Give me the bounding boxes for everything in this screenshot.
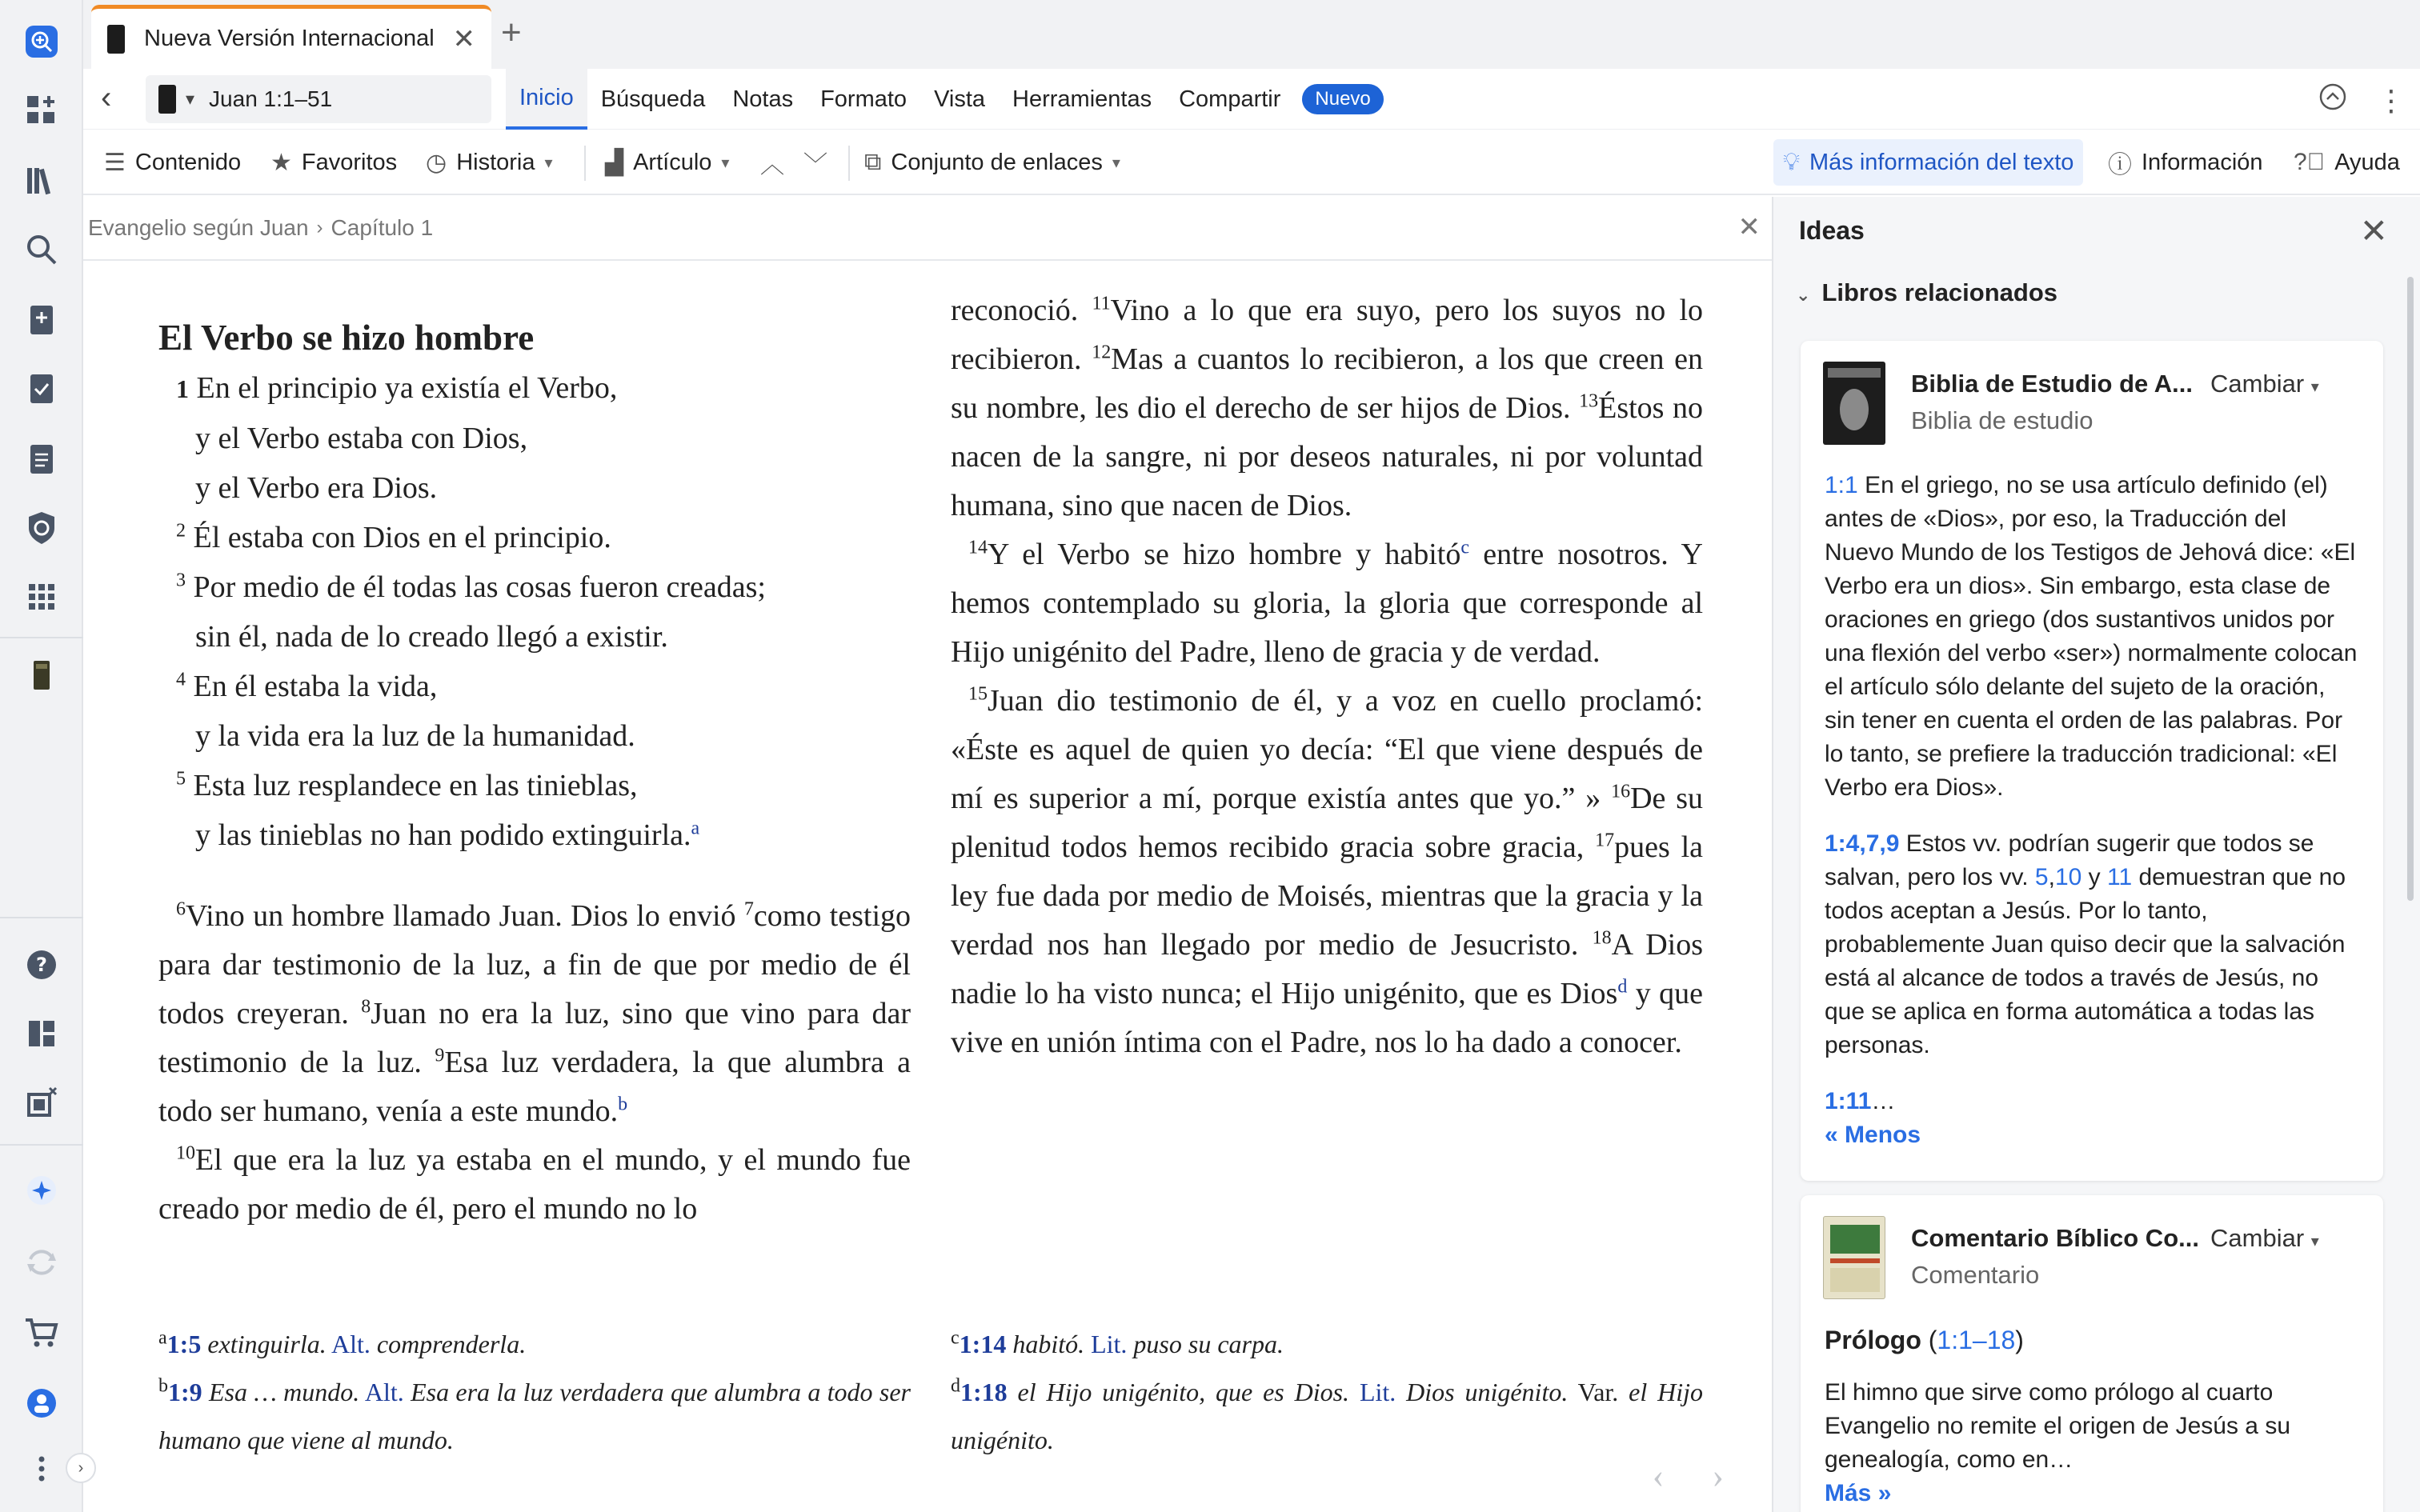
favorites-label: Favoritos	[301, 149, 398, 175]
note-2: 1:4,7,9 Estos vv. podrían sugerir que todos se salvan, pero los vv. 5,10 y 11 demuestran que no todos aceptan a Jesús. Por lo tanto, probablemente Juan quiso decir que la salvación está al alcance de todos a través de Jesús, no que se aplica en forma automática a todas las personas.	[1825, 830, 2346, 1058]
poem-block	[158, 363, 911, 860]
account-icon[interactable]	[18, 1379, 66, 1427]
verse-number: 2	[176, 520, 186, 542]
chevron-down-icon: ⌄	[1796, 285, 1811, 305]
card-title[interactable]: Comentario Bíblico Co...	[1911, 1224, 2199, 1252]
verse-number: 5	[176, 768, 186, 790]
reference-text[interactable]: Juan 1:1–51	[209, 86, 333, 111]
tab-document[interactable]	[91, 5, 491, 69]
more-info-button[interactable]	[1773, 139, 2083, 186]
left-rail	[0, 0, 83, 1512]
verse-13: Éstos no nacen de la sangre, ni por deseos naturales, ni por voluntad humana, sino que nacen de Dios.	[951, 391, 1704, 522]
footnote-alt: Esa era la luz verdadera que alumbra a todo ser humano que viene al mundo.	[158, 1378, 912, 1454]
poem-text: y el Verbo era Dios.	[195, 471, 438, 505]
footnote-alt: Dios unigénito.	[1406, 1378, 1569, 1406]
footnote-ref[interactable]: 1:14	[959, 1330, 1007, 1358]
tab-herramientas[interactable]: Herramientas	[1012, 86, 1152, 112]
previous-article-button[interactable]	[760, 130, 784, 195]
footnote-d	[951, 1368, 1703, 1464]
section-title: Prólogo (1:1–18)	[1825, 1326, 2024, 1354]
more-vertical-icon[interactable]	[18, 1445, 66, 1493]
verse-14a: Y el Verbo se hizo hombre y habitó	[988, 538, 1461, 571]
verse-number: 8	[361, 996, 371, 1018]
bible-cover-icon	[107, 25, 125, 54]
tab-busqueda[interactable]: Búsqueda	[600, 86, 706, 112]
chevron-down-icon: ﹀	[803, 152, 827, 178]
dashboard-icon[interactable]	[18, 86, 66, 134]
add-document-icon[interactable]	[18, 296, 66, 344]
poem-line	[158, 463, 911, 513]
apps-grid-icon[interactable]	[18, 573, 66, 621]
show-less-link[interactable]: « Menos	[1825, 1122, 1921, 1148]
shield-icon[interactable]	[18, 504, 66, 552]
toolbar	[83, 130, 2420, 195]
verse-14-paragraph	[951, 530, 1703, 677]
verse-9: Esa luz verdadera, la que alumbra a todo ser humano, venía a este mundo.	[158, 1046, 911, 1128]
poem-text: En el principio ya existía el Verbo,	[196, 371, 618, 405]
app-logo-icon[interactable]	[18, 18, 66, 66]
poem-line	[158, 711, 911, 761]
poem-line	[158, 414, 911, 463]
note-ref[interactable]: 7	[1865, 830, 1880, 857]
card-notes	[1825, 469, 2359, 1152]
card-subtitle: Comentario	[1911, 1261, 2040, 1289]
footnote-word: Esa … mundo.	[209, 1378, 360, 1406]
ribbon-right	[2318, 82, 2406, 119]
verse-6: Vino un hombre llamado Juan. Dios lo envió	[186, 899, 736, 933]
verse-12: Mas a cuantos lo recibieron, a los que creen en su nombre, les dio el derecho de ser hijos de Dios.	[951, 342, 1703, 425]
related-book-card	[1801, 341, 2383, 1181]
note-1	[1825, 469, 2359, 805]
information-label: Información	[2142, 149, 2263, 175]
conjunction: y	[2088, 864, 2101, 890]
linkset-label: Conjunto de enlaces	[891, 149, 1103, 175]
change-label: Cambiar	[2210, 370, 2305, 398]
footnote-marker[interactable]: c	[1460, 537, 1469, 558]
breadcrumb-chapter[interactable]: Capítulo 1	[331, 215, 434, 240]
poem-line	[158, 810, 911, 860]
verse-8: Juan no era la luz, sino que vino para dar testimonio de la luz.	[158, 997, 911, 1079]
poem-line	[158, 513, 911, 562]
open-book-icon[interactable]	[18, 651, 66, 699]
verse-number: 4	[176, 669, 186, 690]
verse-number: 15	[968, 683, 988, 705]
poem-text: y el Verbo estaba con Dios,	[195, 422, 528, 455]
new-badge[interactable]: Nuevo	[1302, 84, 1383, 114]
poem-line	[158, 562, 911, 612]
chevron-down-icon: ▾	[2310, 378, 2319, 396]
note-3	[1825, 1085, 2359, 1118]
card-notes	[1825, 1323, 2359, 1510]
footnote-ref[interactable]: 1:9	[168, 1378, 202, 1406]
information-button[interactable]	[2108, 130, 2263, 195]
more-options-icon[interactable]: ⋮	[2377, 83, 2406, 117]
footnote-letter: c	[951, 1327, 960, 1349]
cart-icon[interactable]	[18, 1309, 66, 1357]
close-ideas-icon[interactable]: ✕	[2359, 212, 2388, 250]
chevron-down-icon: ▾	[2310, 1233, 2319, 1250]
tab-vista[interactable]: Vista	[934, 86, 986, 112]
note-ref[interactable]: 1:11	[1825, 1088, 1872, 1114]
footnote-letter: b	[158, 1375, 168, 1397]
verse-7: como testigo para dar testimonio de la luz, a fin de que por medio de él todos creyeran.	[158, 899, 912, 1030]
verse-14b: entre nosotros. Y hemos contemplado su gloria, la gloria que corresponde al Hijo unigénito del Padre, lleno de gracia y de verdad.	[951, 538, 1703, 669]
list-icon: ☰	[104, 149, 126, 176]
tab-bar	[83, 0, 2420, 69]
document-icon[interactable]	[18, 435, 66, 483]
poem-text: Esta luz resplandece en las tinieblas,	[193, 769, 638, 802]
history-label: Historia	[456, 149, 535, 175]
footnote-ref[interactable]: 1:18	[960, 1378, 1008, 1406]
verse-number: 6	[176, 898, 186, 920]
text-column-right	[951, 262, 1703, 1067]
note-ref[interactable]: 1:1	[1825, 472, 1858, 498]
verse-number: 3	[176, 570, 186, 591]
footnote-marker[interactable]: a	[691, 818, 700, 839]
footnotes-left	[158, 1320, 911, 1464]
section-name: Prólogo	[1825, 1326, 1921, 1354]
breadcrumb	[83, 197, 1772, 261]
tab-title: Nueva Versión Internacional	[144, 26, 435, 51]
footnote-word: el Hijo unigénito, que es Dios.	[1017, 1378, 1350, 1406]
related-book-card	[1801, 1195, 2383, 1512]
poem-text: Por medio de él todas las cosas fueron creadas;	[193, 570, 766, 604]
help-icon[interactable]	[18, 941, 66, 989]
note-text: …	[1871, 1088, 1896, 1114]
help-icon: ?⃝	[2294, 149, 2326, 175]
help-label: Ayuda	[2334, 149, 2400, 175]
poem-text: y la vida era la luz de la humanidad.	[195, 719, 635, 753]
next-page-icon[interactable]: ›	[1712, 1456, 1724, 1495]
verse-number: 10	[176, 1142, 195, 1164]
link-icon: ⧉	[864, 149, 882, 175]
library-icon[interactable]	[18, 157, 66, 205]
footnote-word: extinguirla.	[207, 1330, 327, 1358]
card-title[interactable]: Biblia de Estudio de A...	[1911, 370, 2193, 398]
commentary-text: El himno que sirve como prólogo al cuarto Evangelio no remite el origen de Jesús a su genealogía, como en…	[1825, 1379, 2291, 1473]
close-layouts-icon[interactable]	[18, 1078, 66, 1126]
contents-label: Contenido	[134, 149, 242, 175]
verse-link[interactable]: 11	[2107, 864, 2133, 890]
ideas-scrollbar[interactable]	[2407, 277, 2414, 901]
sync-icon[interactable]	[18, 1238, 66, 1286]
verse-number: 1	[176, 374, 189, 403]
contents-button[interactable]	[104, 130, 241, 195]
section-heading: El Verbo se hizo hombre	[158, 318, 535, 358]
verses-15-18	[951, 677, 1703, 1067]
footnote-c	[951, 1320, 1703, 1368]
verse-18b: y que vive en unión íntima con el Padre, nos lo ha dado a conocer.	[951, 977, 1703, 1059]
related-books-header[interactable]	[1796, 278, 2057, 307]
reference-box[interactable]	[146, 75, 491, 123]
help-button[interactable]	[2294, 130, 2400, 195]
poem-line	[158, 363, 911, 414]
ribbon	[83, 69, 2420, 130]
related-books-label: Libros relacionados	[1821, 278, 2058, 306]
search-icon[interactable]	[18, 226, 66, 274]
back-arrow-icon[interactable]: ‹	[101, 80, 112, 115]
tab-compartir[interactable]: Compartir	[1179, 86, 1281, 112]
ideas-panel	[1773, 197, 2420, 1512]
verse-number: 7	[743, 898, 754, 920]
verses-6-10	[158, 892, 911, 1136]
lightbulb-icon: 💡︎	[1783, 149, 1800, 175]
article-button[interactable]	[605, 130, 729, 195]
chevron-down-icon: ▾	[1112, 154, 1120, 172]
note-text: demuestran que no todos aceptan a Jesús. Por lo tanto, probablemente Juan quiso decir que la salvación está al alcance de todos a través de Jesús, no que se aplica en forma automática a todas las personas.	[1825, 864, 2346, 1058]
card-subtitle: Biblia de estudio	[1911, 406, 2093, 434]
footnote-label: Alt.	[331, 1330, 371, 1358]
poem-text: En él estaba la vida,	[193, 670, 438, 703]
verse-number: 16	[1611, 781, 1631, 802]
footnotes-right	[951, 1320, 1703, 1464]
tab-formato[interactable]: Formato	[820, 86, 908, 112]
collapse-ribbon-icon[interactable]	[2318, 82, 2348, 119]
footnote-alt: comprenderla.	[376, 1330, 527, 1358]
history-icon: ◷	[426, 149, 447, 176]
history-button[interactable]	[426, 130, 553, 195]
verse-number: 18	[1592, 927, 1612, 949]
footnote-ref[interactable]: 1:5	[166, 1330, 202, 1358]
expand-rail-icon[interactable]: ›	[66, 1453, 96, 1483]
verse-number: 9	[435, 1045, 445, 1066]
breadcrumb-separator-icon: ›	[316, 217, 323, 238]
poem-text: sin él, nada de lo creado llegó a existir.	[195, 620, 668, 654]
verse-10: El que era la luz ya estaba en el mundo, y el mundo fue creado por medio de él, pero el mundo no lo	[158, 1143, 911, 1226]
note-ref[interactable]: 1:4	[1825, 830, 1860, 857]
poem-text: Él estaba con Dios en el principio.	[193, 521, 611, 554]
close-tab-icon[interactable]: ✕	[452, 23, 475, 54]
linkset-button[interactable]	[864, 130, 1120, 195]
info-icon: ⓘ	[2108, 152, 2132, 178]
verse-10-end: reconoció.	[951, 294, 1079, 327]
page-navigation	[1653, 1455, 1724, 1496]
verse-number: 13	[1579, 390, 1599, 412]
change-book-button[interactable]	[2210, 370, 2319, 398]
verse-10-paragraph	[158, 1136, 911, 1234]
verse-11: Vino a lo que era suyo, pero los suyos no lo recibieron.	[951, 294, 1703, 376]
poem-line	[158, 761, 911, 810]
verse-link[interactable]: 5	[2034, 864, 2049, 890]
favorites-button[interactable]	[270, 130, 397, 195]
verses-11-13	[951, 286, 1703, 530]
layout-icon[interactable]	[18, 1010, 66, 1058]
close-pane-icon[interactable]: ✕	[1737, 212, 1761, 242]
footnote-label: Lit.	[1359, 1378, 1396, 1406]
article-levels-icon: ▟	[605, 149, 624, 176]
footnote-letter: a	[158, 1327, 167, 1349]
book-cover-icon[interactable]	[1823, 1216, 1885, 1299]
verse-number: 12	[1092, 342, 1112, 363]
note-text: Estos vv. podrían sugerir que todos se salvan, pero los vv.	[1825, 830, 2314, 890]
book-cover-icon[interactable]	[1823, 362, 1885, 445]
text-column-left	[158, 262, 911, 1234]
chevron-up-icon: ︿	[760, 152, 784, 178]
verse-15: Juan dio testimonio de él, y a voz en cuello proclamó: «Éste es aquel de quien yo decía: “El que viene después de mí es superior a mí, porque existía antes que yo.” »	[951, 684, 1703, 815]
tab-notas[interactable]: Notas	[732, 86, 794, 112]
footnote-alt: puso su carpa.	[1133, 1330, 1284, 1358]
verse-18a: A Dios nadie lo ha visto nunca; el Hijo unigénito, que es Dios	[951, 928, 1703, 1010]
change-book-button[interactable]	[2210, 1224, 2319, 1253]
breadcrumb-book[interactable]: Evangelio según Juan	[88, 215, 309, 240]
footnote-b	[158, 1368, 911, 1464]
footnote-marker[interactable]: b	[618, 1094, 628, 1115]
chevron-down-icon: ▾	[721, 154, 730, 172]
note-ref[interactable]: 9	[1885, 830, 1900, 857]
footnote-var-label: Var.	[1577, 1378, 1619, 1406]
show-more-link[interactable]: Más »	[1825, 1480, 1892, 1506]
verse-17: pues la ley fue dada por medio de Moisés, mientras que la gracia y la verdad nos han llegado por medio de Jesucristo.	[951, 830, 1704, 962]
chevron-down-icon[interactable]: ▾	[186, 89, 195, 109]
tab-inicio[interactable]: Inicio	[506, 69, 587, 130]
section-ref[interactable]: 1:1–18	[1937, 1326, 2016, 1354]
svg-text:?: ?	[36, 954, 47, 976]
change-label: Cambiar	[2210, 1224, 2305, 1252]
poem-line	[158, 612, 911, 662]
footnote-marker[interactable]: d	[1617, 976, 1628, 998]
verse-number: 17	[1595, 830, 1615, 851]
verse-link[interactable]: 10	[2054, 864, 2082, 890]
poem-line	[158, 662, 911, 711]
more-info-label: Más información del texto	[1809, 149, 2074, 175]
footnote-var-text: el Hijo unigénito.	[951, 1378, 1704, 1454]
article-label: Artículo	[633, 149, 712, 175]
verse-16: De su plenitud todos hemos recibido gracia sobre gracia,	[951, 782, 1704, 864]
ai-sparkle-icon[interactable]	[18, 1166, 66, 1214]
poem-text: y las tinieblas no han podido extinguirla.	[195, 818, 691, 852]
chevron-down-icon: ▾	[544, 154, 553, 172]
footnote-a	[158, 1320, 911, 1368]
ideas-title: Ideas	[1799, 216, 1865, 245]
reading-pane	[83, 262, 1772, 1512]
footnote-word: habitó.	[1012, 1330, 1085, 1358]
note-text: En el griego, no se usa artículo definido (el) antes de «Dios», por eso, la Traducción del Nuevo Mundo de los Testigos de Jehová dice: «El Verbo era un dios». Sin embargo, esta clase de oraciones en griego (dos sustantivos unidos por una flexión del verbo «ser») normalmente colocan el artículo sólo delante del sujeto de la oración, sin tener en cuenta el orden de las palabras. Por lo tanto, se prefiere la traducción tradicional: «El Verbo era Dios».	[1825, 472, 2358, 801]
verse-number: 11	[1092, 293, 1111, 314]
footnote-label: Lit.	[1091, 1330, 1128, 1358]
previous-page-icon[interactable]: ‹	[1652, 1456, 1665, 1495]
checklist-icon[interactable]	[18, 365, 66, 413]
verse-number: 14	[968, 537, 988, 558]
star-icon: ★	[270, 149, 292, 176]
new-tab-button[interactable]: +	[501, 13, 522, 52]
next-article-button[interactable]	[803, 130, 827, 195]
footnote-label: Alt.	[364, 1378, 404, 1406]
bible-cover-icon	[158, 85, 176, 114]
main-menu	[506, 69, 1384, 130]
footnote-letter: d	[951, 1375, 960, 1397]
